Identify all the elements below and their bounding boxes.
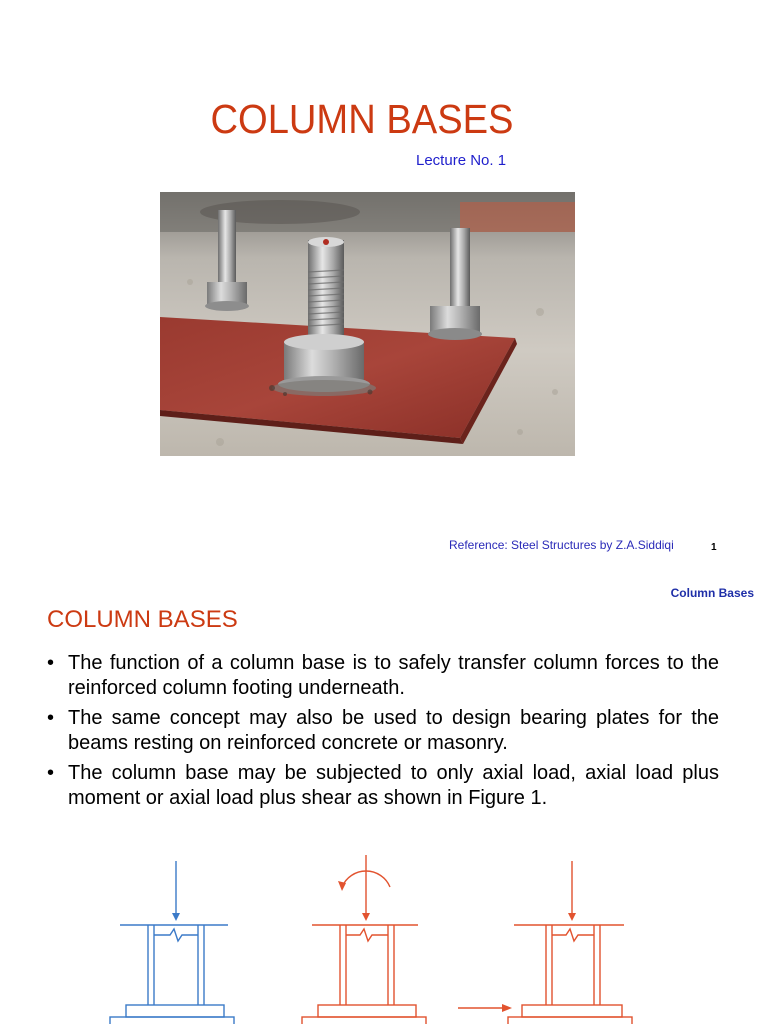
bullet-symbol: • [47,762,55,784]
bullet-list [47,651,719,816]
page-number: 1 [711,542,717,553]
bullet-text: The same concept may also be used to design bearing plates for the beams resting on reinforced concrete or masonry. [68,707,719,754]
bullet-item [47,706,719,756]
slide-title: COLUMN BASES [210,96,514,142]
column-base-figure [100,853,660,1024]
base-plate-image [160,192,575,456]
shear-load-diagram [458,861,632,1024]
moment-load-diagram [302,855,426,1024]
reference-text: Reference: Steel Structures by Z.A.Siddiqi [449,538,674,552]
bullet-item [47,761,719,811]
content-slide [0,575,768,1024]
section-title: COLUMN BASES [47,606,238,633]
column-base-photo [160,192,575,456]
bullet-text: The column base may be subjected to only axial load, axial load plus moment or axial load plus shear as shown in Figure 1. [68,762,719,809]
bullet-symbol: • [47,707,55,729]
axial-load-diagram [110,861,234,1024]
lecture-subtitle: Lecture No. 1 [416,152,507,169]
bullet-symbol: • [47,652,55,674]
bullet-text: The function of a column base is to safely transfer column forces to the reinforced column footing underneath. [68,652,719,699]
bullet-item [47,651,719,701]
load-diagrams [100,853,660,1024]
slide-header: Column Bases [670,586,754,600]
